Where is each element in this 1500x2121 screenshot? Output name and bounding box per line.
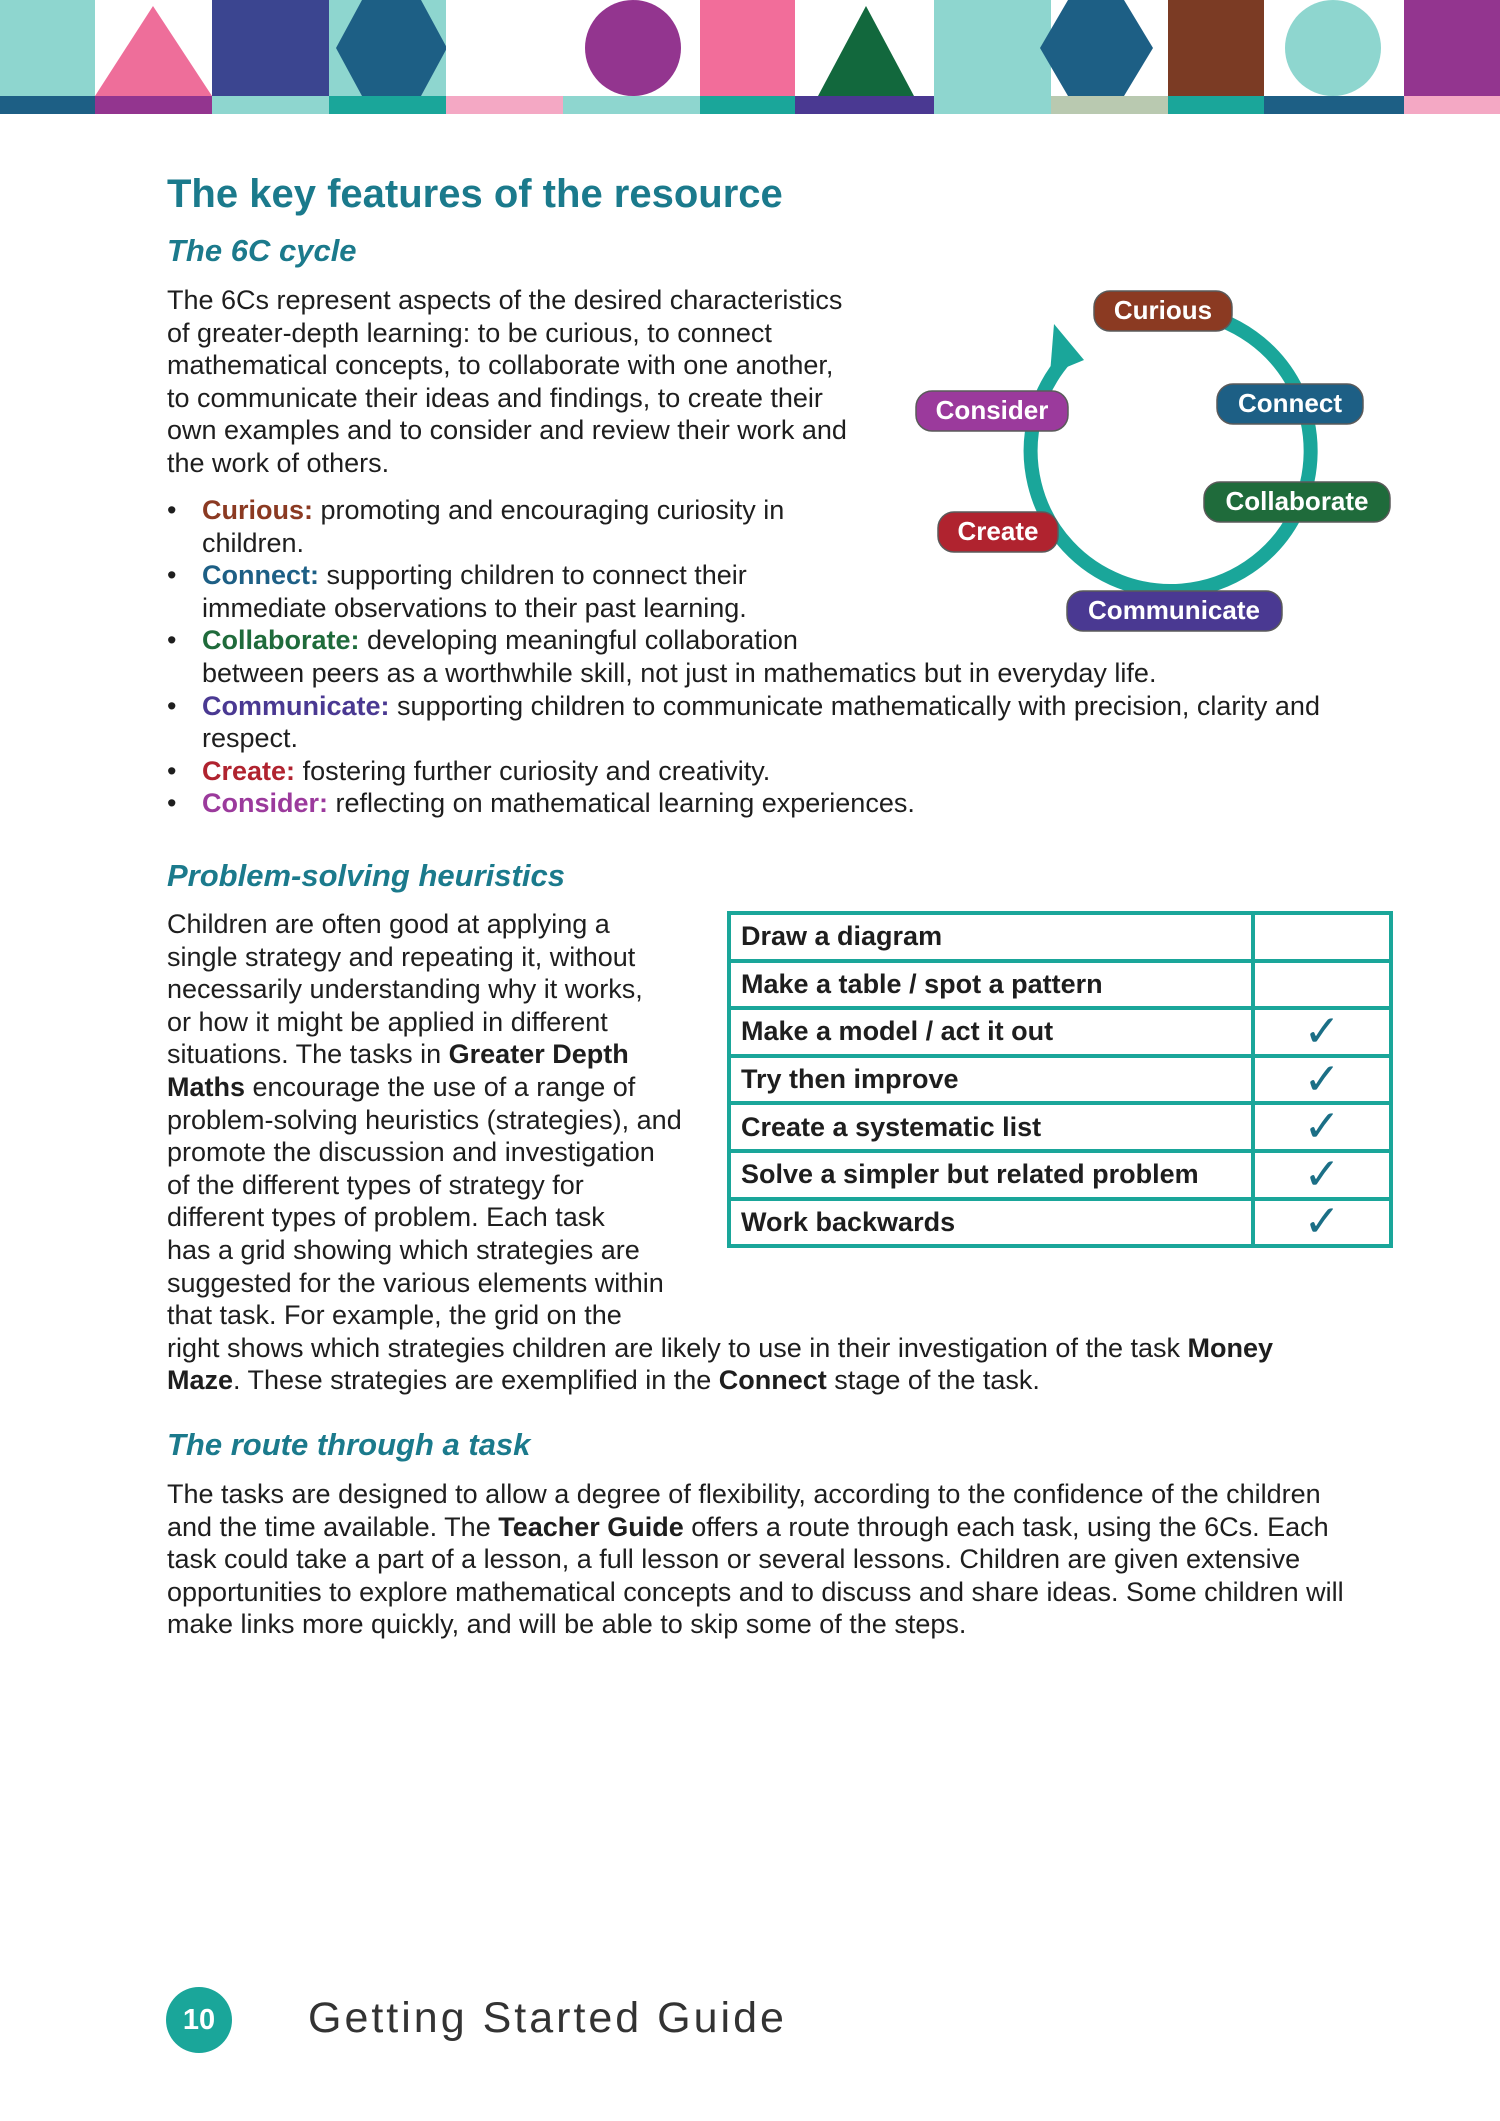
para-line: right shows which strategies children are likely to use in their investigation of the task <box>167 1332 1188 1363</box>
bullet-communicate <box>167 690 1320 755</box>
bullet-term: Consider: <box>202 788 329 819</box>
para-line: different types of problem. Each task <box>167 1202 605 1233</box>
bullet-term: Create: <box>202 755 296 786</box>
strategy-label: Solve a simpler but related problem <box>729 1151 1253 1199</box>
svg-text:Collaborate: Collaborate <box>1225 486 1369 516</box>
svg-text:Create: Create <box>957 516 1039 546</box>
svg-text:Consider: Consider <box>935 395 1049 425</box>
heuristics-section-title: Problem-solving heuristics <box>167 858 565 893</box>
para-line: of the different types of strategy for <box>167 1169 584 1200</box>
bullet-text: promoting and encouraging curiosity in <box>320 495 785 525</box>
para-line: opportunities to explore mathematical concepts and to discuss and share ideas. Some children will <box>167 1576 1344 1607</box>
para-line: has a grid showing which strategies are <box>167 1234 640 1265</box>
table-row <box>729 1008 1391 1056</box>
strategy-label: Make a model / act it out <box>729 1008 1253 1056</box>
table-row <box>729 1103 1391 1151</box>
strategy-label: Make a table / spot a pattern <box>729 961 1253 1009</box>
book-title-text: Greater Depth <box>448 1039 629 1070</box>
guide-name-text: Teacher Guide <box>498 1511 684 1542</box>
svg-text:Communicate: Communicate <box>1088 595 1260 625</box>
route-section-title: The route through a task <box>167 1427 531 1462</box>
strategy-check-icon <box>1253 913 1391 961</box>
six-c-bullet-list <box>167 494 1320 820</box>
strategy-label: Try then improve <box>729 1056 1253 1104</box>
bullet-connect <box>167 559 1320 624</box>
bullet-text: fostering further curiosity and creativity. <box>302 755 771 786</box>
bullet-collaborate <box>167 624 1320 689</box>
page-number-badge: 10 <box>166 1987 232 2053</box>
para-line: necessarily understanding why it works, <box>167 974 643 1005</box>
bullet-text: supporting children to communicate mathematically with precision, clarity and <box>397 690 1320 721</box>
svg-text:Connect: Connect <box>1238 388 1342 418</box>
bullet-text: reflecting on mathematical learning experiences. <box>335 788 915 819</box>
strategy-check-icon: ✓ <box>1253 1199 1391 1247</box>
bullet-consider <box>167 787 1320 820</box>
strategy-label: Draw a diagram <box>729 913 1253 961</box>
strategy-grid-table <box>727 911 1393 1248</box>
cycle-label-curious <box>1094 291 1232 331</box>
strategy-check-icon: ✓ <box>1253 1103 1391 1151</box>
bullet-text: supporting children to connect their <box>326 560 747 591</box>
para-line: single strategy and repeating it, without <box>167 941 636 972</box>
bullet-create <box>167 755 1320 788</box>
footer-title: Getting Started Guide <box>308 1994 787 2042</box>
stage-name-text: Connect <box>718 1365 827 1396</box>
para-line: task could take a part of a lesson, a full lesson or several lessons. Children are given extensive <box>167 1544 1301 1575</box>
cycle-section-title: The 6C cycle <box>167 233 357 268</box>
page-heading: The key features of the resource <box>167 172 783 216</box>
bullet-curious <box>167 494 1320 559</box>
decorative-shape-banner <box>0 0 1500 114</box>
table-row <box>729 913 1391 961</box>
intro-line: of greater-depth learning: to be curious, to connect <box>167 317 772 348</box>
para-line: situations. The tasks in <box>167 1039 449 1070</box>
bullet-term: Communicate: <box>202 690 390 721</box>
intro-line: mathematical concepts, to collaborate with one another, <box>167 350 834 381</box>
bullet-text: respect. <box>202 723 299 754</box>
para-line: problem-solving heuristics (strategies), and <box>167 1104 682 1135</box>
para-line: offers a route through each task, using the 6Cs. Each <box>683 1511 1329 1542</box>
para-line: promote the discussion and investigation <box>167 1137 655 1168</box>
cycle-intro-paragraph <box>167 284 847 480</box>
strategy-check-icon: ✓ <box>1253 1151 1391 1199</box>
task-name-text: Maze <box>167 1365 234 1396</box>
strategy-check-icon <box>1253 961 1391 1009</box>
intro-line: the work of others. <box>167 447 390 478</box>
svg-text:Curious: Curious <box>1113 295 1213 325</box>
bullet-term: Collaborate: <box>202 625 360 656</box>
para-line: or how it might be applied in different <box>167 1006 608 1037</box>
table-row <box>729 961 1391 1009</box>
intro-line: The 6Cs represent aspects of the desired characteristics <box>167 285 843 315</box>
table-row <box>729 1199 1391 1247</box>
intro-line: to communicate their ideas and findings, to create their <box>167 382 823 413</box>
book-title-text: Maths <box>167 1071 246 1102</box>
strategy-check-icon: ✓ <box>1253 1008 1391 1056</box>
strategy-check-icon: ✓ <box>1253 1056 1391 1104</box>
cycle-arrowhead-icon <box>1050 324 1084 374</box>
para-line: suggested for the various elements within <box>167 1267 664 1298</box>
para-line: that task. For example, the grid on the <box>167 1300 622 1331</box>
para-line: and the time available. The <box>167 1511 499 1542</box>
para-line: encourage the use of a range of <box>245 1071 636 1102</box>
table-row <box>729 1151 1391 1199</box>
bullet-text: children. <box>202 527 305 558</box>
cycle-label-consider <box>916 391 1068 431</box>
para-line: Children are often good at applying a <box>167 909 610 939</box>
route-paragraph <box>167 1478 1344 1641</box>
para-line: The tasks are designed to allow a degree of flexibility, according to the confidence of the children <box>167 1479 1321 1509</box>
para-line: make links more quickly, and will be able to skip some of the steps. <box>167 1609 967 1640</box>
bullet-term: Connect: <box>202 560 319 591</box>
bullet-term: Curious: <box>202 495 313 525</box>
table-row <box>729 1056 1391 1104</box>
para-line: stage of the task. <box>826 1365 1040 1396</box>
bullet-text: immediate observations to their past learning. <box>202 592 747 623</box>
strategy-label: Work backwards <box>729 1199 1253 1247</box>
intro-line: own examples and to consider and review their work and <box>167 415 847 446</box>
cycle-label-connect <box>1217 384 1363 424</box>
bullet-text: between peers as a worthwhile skill, not just in mathematics but in everyday life. <box>202 657 1157 688</box>
task-name-text: Money <box>1187 1332 1274 1363</box>
bullet-text: developing meaningful collaboration <box>367 625 798 656</box>
para-line: . These strategies are exemplified in the <box>233 1365 719 1396</box>
strategy-label: Create a systematic list <box>729 1103 1253 1151</box>
